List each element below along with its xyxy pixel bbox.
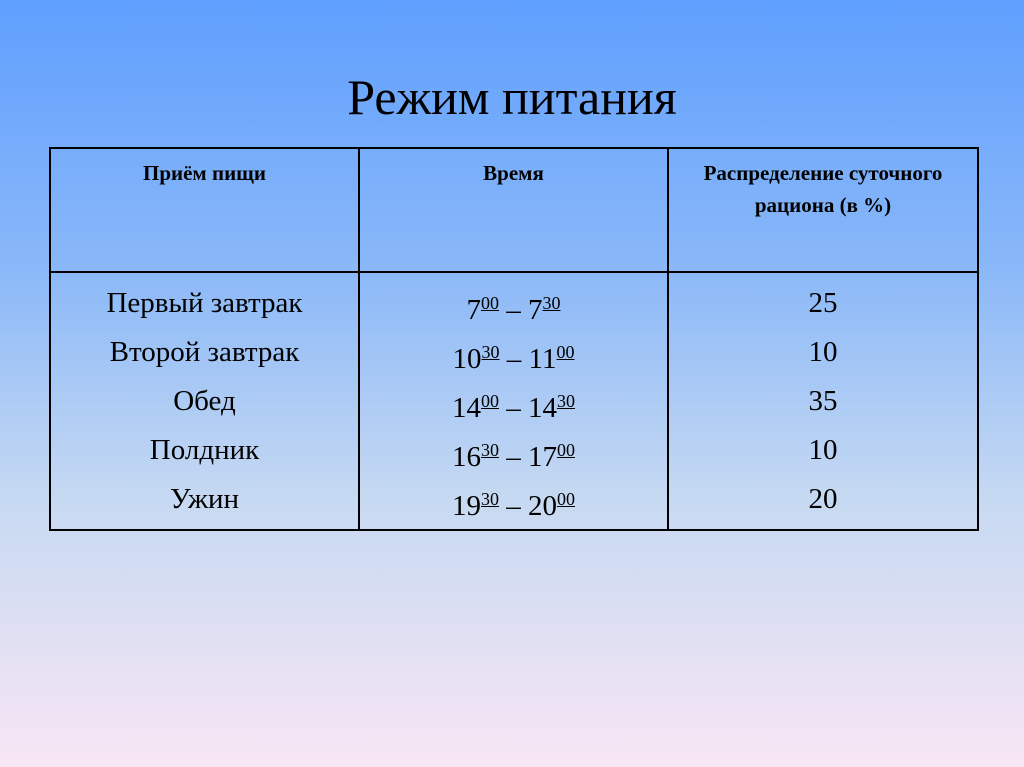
meal-column — [50, 272, 359, 530]
header-percent: Распределение суточного рациона (в %) — [668, 148, 978, 272]
start-minutes: 30 — [481, 440, 499, 460]
percent-value: 20 — [808, 483, 838, 515]
time-range — [360, 284, 667, 333]
end-hour: 14 — [528, 392, 557, 424]
end-minutes: 30 — [557, 391, 575, 411]
meal-name: Полдник — [149, 434, 260, 466]
meal-schedule-table — [49, 147, 979, 531]
end-minutes: 00 — [557, 489, 575, 509]
percent-value: 10 — [808, 336, 838, 368]
end-minutes: 00 — [556, 342, 575, 362]
header-meal: Приём пищи — [50, 148, 359, 272]
start-minutes: 00 — [481, 293, 499, 313]
end-hour: 11 — [528, 343, 557, 375]
percent-value: 10 — [808, 434, 838, 466]
time-range — [360, 382, 667, 431]
start-minutes: 30 — [481, 489, 499, 509]
start-hour: 14 — [452, 392, 481, 424]
meal-name: Первый завтрак — [106, 287, 303, 319]
start-hour: 16 — [452, 441, 481, 473]
time-column — [359, 272, 668, 530]
end-minutes: 30 — [542, 293, 561, 313]
end-minutes: 00 — [557, 440, 575, 460]
time-range — [360, 431, 667, 480]
end-hour: 20 — [528, 490, 557, 522]
time-separator: – — [506, 343, 522, 375]
start-hour: 7 — [466, 294, 481, 326]
header-time: Время — [359, 148, 668, 272]
time-separator: – — [506, 490, 521, 522]
meal-name: Ужин — [169, 483, 240, 515]
page-title: Режим питания — [347, 69, 677, 125]
table-body-row — [50, 272, 978, 530]
meal-schedule-table-container — [49, 147, 977, 522]
end-hour: 17 — [528, 441, 557, 473]
start-minutes: 30 — [481, 342, 500, 362]
time-separator: – — [506, 294, 521, 326]
percent-value: 35 — [808, 385, 838, 417]
time-separator: – — [506, 392, 521, 424]
time-separator: – — [506, 441, 521, 473]
time-range — [360, 480, 667, 529]
time-range — [360, 333, 667, 382]
start-minutes: 00 — [481, 391, 499, 411]
start-hour: 10 — [452, 343, 482, 375]
percent-column — [668, 272, 978, 530]
meal-name: Обед — [173, 385, 236, 417]
meal-name: Второй завтрак — [109, 336, 300, 368]
end-hour: 7 — [528, 294, 543, 326]
table-header-row — [50, 148, 978, 272]
start-hour: 19 — [452, 490, 481, 522]
percent-value: 25 — [808, 287, 838, 319]
